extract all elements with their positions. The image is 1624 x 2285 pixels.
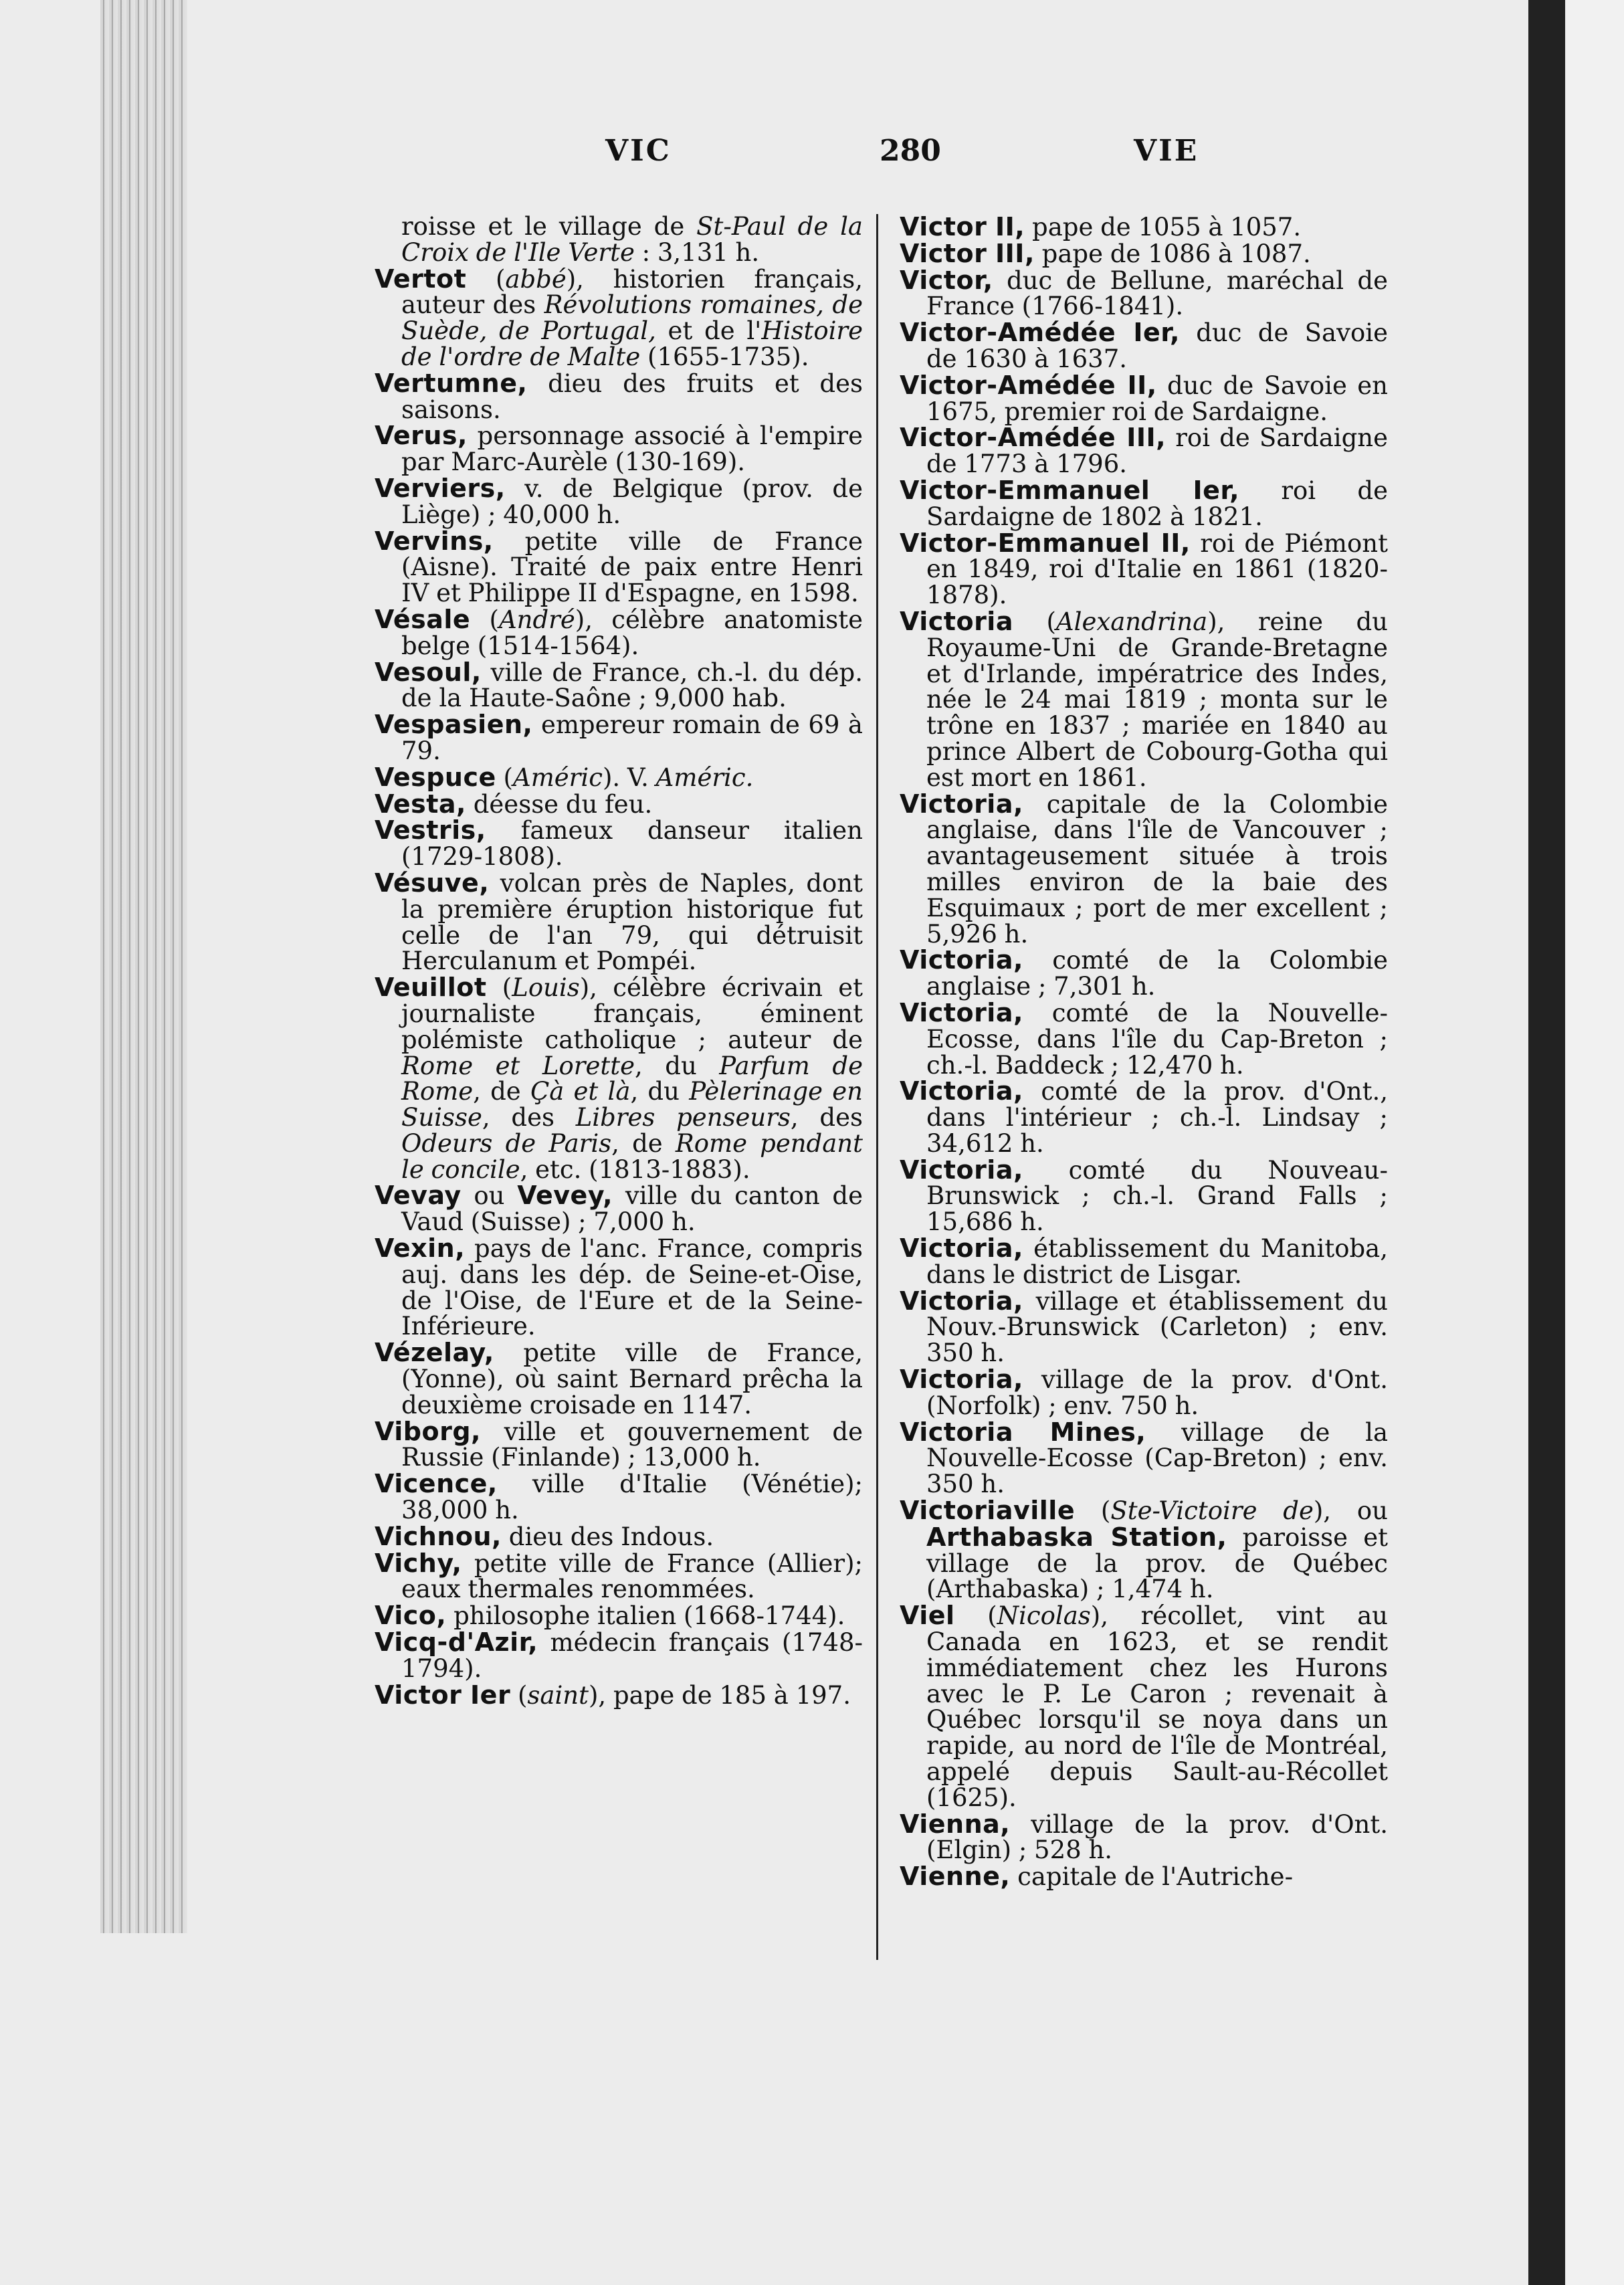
entry-headword: Victoriaville [900, 1496, 1076, 1526]
dictionary-entry [375, 1235, 863, 1340]
entry-text: ( [466, 264, 506, 294]
dictionary-entry [375, 712, 863, 765]
dictionary-entry [900, 1157, 1388, 1235]
entry-text: philosophe italien (1668-1744). [446, 1601, 845, 1631]
entry-headword: Victor II, [900, 212, 1025, 241]
entry-text: roisse et le village de [401, 212, 697, 241]
entry-headword: Victoria, [900, 1233, 1023, 1264]
entry-text: duc de Bellune, maréchal de France (1766-1841). [926, 266, 1388, 321]
dictionary-entry [900, 475, 1388, 531]
page-number: 280 [880, 134, 941, 168]
entry-text: ), célèbre écrivain et journaliste français, éminent polémiste catholique ; auteur de [401, 973, 863, 1054]
entry-text: ( [470, 605, 499, 634]
entry-text: , des [482, 1103, 576, 1132]
entry-text: Alexandrina [1055, 607, 1208, 636]
dictionary-entry [900, 606, 1388, 792]
entry-headword: Vertumne, [375, 368, 528, 398]
dictionary-entry [375, 1603, 863, 1629]
entry-text: saint [527, 1680, 589, 1710]
entry-alt-headword: Vevey, [517, 1181, 613, 1211]
entry-text: fameux danseur italien (1729-1808). [401, 816, 863, 872]
entry-text: médecin français (1748-1794). [401, 1628, 863, 1683]
entry-text: Améric [512, 763, 603, 792]
entry-text: village et établissement du Nouv.-Brunswick (Carleton) ; env. 350 h. [926, 1286, 1388, 1368]
entry-headword: Vézelay, [375, 1338, 494, 1368]
entry-text: petite ville de France, (Yonne), où saint Bernard prêcha la deuxième croisade en 1147. [401, 1338, 863, 1419]
entry-text: duc de Savoie de 1630 à 1637. [926, 318, 1388, 373]
entry-headword: Victoria, [900, 997, 1023, 1027]
dictionary-entry [375, 870, 863, 975]
entry-text: ), ou [1313, 1496, 1388, 1526]
entry-text: ville du canton de Vaud (Suisse) ; 7,000 h. [401, 1181, 863, 1237]
dictionary-entry [375, 266, 863, 371]
entry-text: ), célèbre anatomiste belge (1514-1564). [401, 605, 863, 660]
entry-text: roi de Sardaigne de 1802 à 1821. [926, 476, 1388, 531]
entry-text: v. de Belgique (prov. de Liège) ; 40,000 h. [401, 474, 863, 529]
entry-text: Libres penseurs [575, 1103, 791, 1132]
entry-text: ou [461, 1181, 518, 1211]
dictionary-entry [375, 1521, 863, 1551]
entry-text: pape de 1086 à 1087. [1034, 239, 1311, 268]
entry-headword: Viborg, [375, 1416, 481, 1446]
entry-text: Parfum de Rome [401, 1051, 863, 1106]
entry-text: empereur romain de 69 à 79. [401, 710, 863, 765]
entry-headword: Vichy, [375, 1548, 462, 1578]
entry-headword: Victoria Mines, [900, 1417, 1146, 1447]
dictionary-entry [900, 997, 1388, 1080]
entry-headword: Vichnou, [375, 1521, 502, 1551]
dictionary-entry [900, 1811, 1388, 1864]
entry-headword: Victor-Amédée II, [900, 370, 1157, 400]
entry-headword: Vienne, [900, 1862, 1011, 1892]
dictionary-entry [900, 1864, 1388, 1890]
dictionary-entry [375, 817, 863, 870]
entry-text: village de la prov. d'Ont. (Elgin) ; 528 h. [926, 1809, 1388, 1865]
entry-text: déesse du feu. [466, 789, 653, 819]
entry-text: dieu des fruits et des saisons. [401, 369, 863, 424]
dictionary-entry [900, 1419, 1388, 1498]
dictionary-entry [375, 473, 863, 529]
dictionary-entry [900, 320, 1388, 373]
entry-headword: Victor III, [900, 238, 1035, 268]
dictionary-entry [375, 975, 863, 1183]
entry-headword: Victoria, [900, 1365, 1023, 1395]
dictionary-entry [375, 791, 863, 818]
entry-text: pape de 1055 à 1057. [1025, 213, 1302, 241]
dictionary-entry [375, 604, 863, 660]
entry-headword: Victoria [900, 606, 1013, 636]
dictionary-entry [900, 1367, 1388, 1419]
entry-alt-headword: Arthabaska Station, [926, 1522, 1227, 1552]
entry-headword: Victor Ier [375, 1680, 511, 1710]
entry-text: comté de la prov. d'Ont., dans l'intérieur ; ch.-l. Lindsay ; 34,612 h. [926, 1077, 1388, 1158]
entry-headword: Vésale [375, 604, 471, 634]
book-gutter-shadow [1528, 0, 1565, 2285]
dictionary-entry [900, 1078, 1388, 1157]
entry-text: ( [496, 763, 513, 792]
entry-text: ( [954, 1601, 997, 1631]
entry-headword: Vertot [375, 264, 467, 294]
entry-text: ), pape de 185 à 197. [588, 1680, 851, 1710]
entry-headword: Vésuve, [375, 868, 490, 898]
entry-text: St-Paul de la Croix de l'Ile Verte [401, 212, 863, 267]
entry-text: roi de Piémont en 1849, roi d'Italie en 1861 (1820-1878). [926, 528, 1388, 610]
entry-text: ), reine du Royaume-Uni de Grande-Bretagne et d'Irlande, impératrice des Indes, née le 24 mai 1819 ; monta sur le trône en 1837 ; mariée en 1840 au prince Albert de Cobourg-Gotha qui est mort en 1861. [926, 607, 1388, 792]
entry-text: ), récollet, vint au Canada en 1623, et se rendit immédiatement chez les Hurons avec le P. Le Caron ; revenait à Québec lorsqu'il se noya dans un rapide, au nord de l'île de Montréal, appelé depuis Sault-au-Récollet (1625). [926, 1601, 1389, 1812]
dictionary-entry [900, 214, 1388, 241]
entry-headword: Victor-Emmanuel Ier, [900, 475, 1240, 505]
dictionary-entry [900, 425, 1388, 478]
dictionary-entry [375, 1340, 863, 1418]
entry-headword: Vespasien, [375, 710, 533, 740]
entry-headword: Vexin, [375, 1233, 466, 1264]
entry-headword: Verviers, [375, 473, 506, 503]
entry-headword: Veuillot [375, 973, 487, 1003]
entry-text: ville d'Italie (Vénétie); 38,000 h. [401, 1470, 863, 1525]
entry-text: petite ville de France (Allier); eaux thermales renommées. [401, 1549, 863, 1604]
adjacent-page-edge [1565, 0, 1624, 2285]
entry-headword: Vico, [375, 1601, 447, 1631]
entry-text: Çà et là [530, 1077, 631, 1106]
entry-text: Ste-Victoire de [1110, 1496, 1314, 1526]
dictionary-entry [375, 368, 863, 424]
entry-text: ( [1075, 1496, 1111, 1526]
entry-headword: Vicence, [375, 1469, 498, 1499]
dictionary-entry [375, 1416, 863, 1472]
entry-text: comté de la Nouvelle-Ecosse, dans l'île du Cap-Breton ; ch.-l. Baddeck ; 12,470 h. [926, 998, 1388, 1080]
running-head-right: VIE [1134, 134, 1199, 168]
entry-text: paroisse et village de la prov. de Québec (Arthabaska) ; 1,474 h. [926, 1522, 1388, 1604]
dictionary-entry [375, 657, 863, 713]
entry-text: ( [1013, 607, 1056, 636]
entry-text: ville de France, ch.-l. du dép. de la Haute-Saône ; 9,000 hab. [401, 658, 863, 713]
entry-headword: Vesta, [375, 789, 466, 819]
entry-headword: Vienna, [900, 1809, 1011, 1839]
dictionary-entry [900, 791, 1388, 948]
entry-text: Pèlerinage en Suisse [401, 1077, 863, 1132]
entry-text: comté du Nouveau-Brunswick ; ch.-l. Grand Falls ; 15,686 h. [926, 1155, 1388, 1237]
entry-headword: Vespuce [375, 762, 496, 792]
dictionary-entry [900, 370, 1388, 426]
entry-text: ville et gouvernement de Russie (Finlande) ; 13,000 h. [401, 1417, 863, 1472]
entry-text: ), historien français, auteur des [401, 264, 863, 320]
dictionary-entry [375, 1548, 863, 1604]
entry-text: volcan près de Naples, dont la première éruption historique fut celle de l'an 79, qui détruisit Herculanum et Pompéi. [401, 868, 863, 976]
entry-text: personnage associé à l'empire par Marc-Aurèle (130-169). [401, 421, 863, 477]
entry-text: petite ville de France (Aisne). Traité de paix entre Henri IV et Philippe II d'Espagne, en 1598. [401, 526, 863, 608]
entry-text: , des [790, 1103, 863, 1132]
entry-text: duc de Savoie en 1675, premier roi de Sardaigne. [926, 371, 1388, 426]
entry-text: Rome et Lorette [401, 1051, 635, 1080]
left-column [375, 214, 863, 1708]
entry-text: comté de la Colombie anglaise ; 7,301 h. [926, 946, 1388, 1001]
entry-text: (1655-1735). [640, 342, 809, 371]
entry-text: ( [510, 1680, 528, 1710]
dictionary-entry [900, 265, 1388, 321]
entry-headword: Victoria, [900, 1286, 1023, 1316]
entry-text: village de la prov. d'Ont. (Norfolk) ; env. 750 h. [926, 1365, 1388, 1420]
right-column [900, 214, 1388, 1890]
running-head-left: VIC [605, 134, 672, 168]
dictionary-entry [900, 238, 1388, 268]
dictionary-entry [375, 1471, 863, 1524]
dictionary-entry [375, 1183, 863, 1235]
entry-headword: Victoria, [900, 1155, 1023, 1185]
entry-text: Odeurs de Paris [401, 1128, 612, 1158]
entry-headword: Viel [900, 1601, 955, 1631]
entry-text: roi de Sardaigne de 1773 à 1796. [926, 423, 1388, 479]
entry-text: pays de l'anc. France, compris auj. dans les dép. de Seine-et-Oise, de l'Oise, de l'Eure et de la Seine-Inférieure. [401, 1234, 863, 1341]
entry-text: et de l' [655, 316, 762, 346]
dictionary-entry [900, 1288, 1388, 1367]
dictionary-entry [375, 528, 863, 607]
entry-text: Histoire de l'ordre de Malte [401, 316, 864, 371]
entry-text: , du [634, 1051, 720, 1080]
entry-text: , de [473, 1077, 530, 1106]
entry-text: André [498, 605, 575, 634]
entry-text: : 3,131 h. [634, 237, 760, 267]
entry-headword: Vesoul, [375, 657, 482, 687]
entry-text: Révolutions romaines, de Suède, de Portugal, [401, 290, 863, 346]
entry-text: dieu des Indous. [502, 1522, 714, 1551]
entry-headword: Victor-Amédée Ier, [900, 318, 1180, 348]
entry-headword: Vervins, [375, 526, 494, 556]
column-divider [876, 214, 878, 1960]
entry-text: ( [486, 973, 512, 1003]
dictionary-entry [375, 423, 863, 476]
entry-headword: Victor-Emmanuel II, [900, 528, 1191, 558]
entry-headword: Victoria, [900, 945, 1023, 975]
entry-text: capitale de la Colombie anglaise, dans l'île de Vancouver ; avantageusement située à trois milles environ de la baie des Esquimaux ; port de mer excellent ; 5,926 h. [926, 789, 1388, 949]
entry-text: Améric. [655, 763, 754, 792]
entry-headword: Vicq-d'Azir, [375, 1627, 538, 1658]
entry-headword: Victor-Amédée III, [900, 423, 1166, 453]
entry-headword: Vevay [375, 1181, 462, 1211]
entry-headword: Victoria, [900, 1076, 1023, 1106]
dictionary-entry [375, 1682, 863, 1709]
dictionary-entry [900, 530, 1388, 609]
dictionary-entry [900, 947, 1388, 1000]
entry-text: , du [630, 1077, 690, 1106]
entry-text: capitale de l'Autriche- [1010, 1862, 1294, 1892]
entry-text: Louis [512, 973, 580, 1003]
dictionary-entry [900, 1235, 1388, 1288]
entry-headword: Victoria, [900, 789, 1023, 819]
entry-text: , de [611, 1128, 676, 1158]
entry-text: Nicolas [997, 1601, 1091, 1631]
entry-text: Rome pendant le concile [401, 1128, 864, 1184]
dictionary-entry [375, 1629, 863, 1682]
entry-text: abbé [505, 264, 567, 294]
dictionary-entry [375, 214, 863, 266]
dictionary-entry [900, 1498, 1388, 1603]
entry-headword: Vestris, [375, 815, 486, 846]
entry-text: , etc. (1813-1883). [520, 1155, 750, 1184]
entry-text: établissement du Manitoba, dans le district de Lisgar. [926, 1234, 1388, 1289]
entry-headword: Victor, [900, 265, 993, 295]
dictionary-entry [375, 762, 863, 792]
stacked-page-edges [100, 0, 187, 1933]
entry-headword: Verus, [375, 421, 468, 451]
entry-text: village de la Nouvelle-Ecosse (Cap-Breton) ; env. 350 h. [926, 1417, 1389, 1499]
dictionary-entry [900, 1603, 1388, 1811]
entry-text: ). V. [602, 763, 656, 792]
